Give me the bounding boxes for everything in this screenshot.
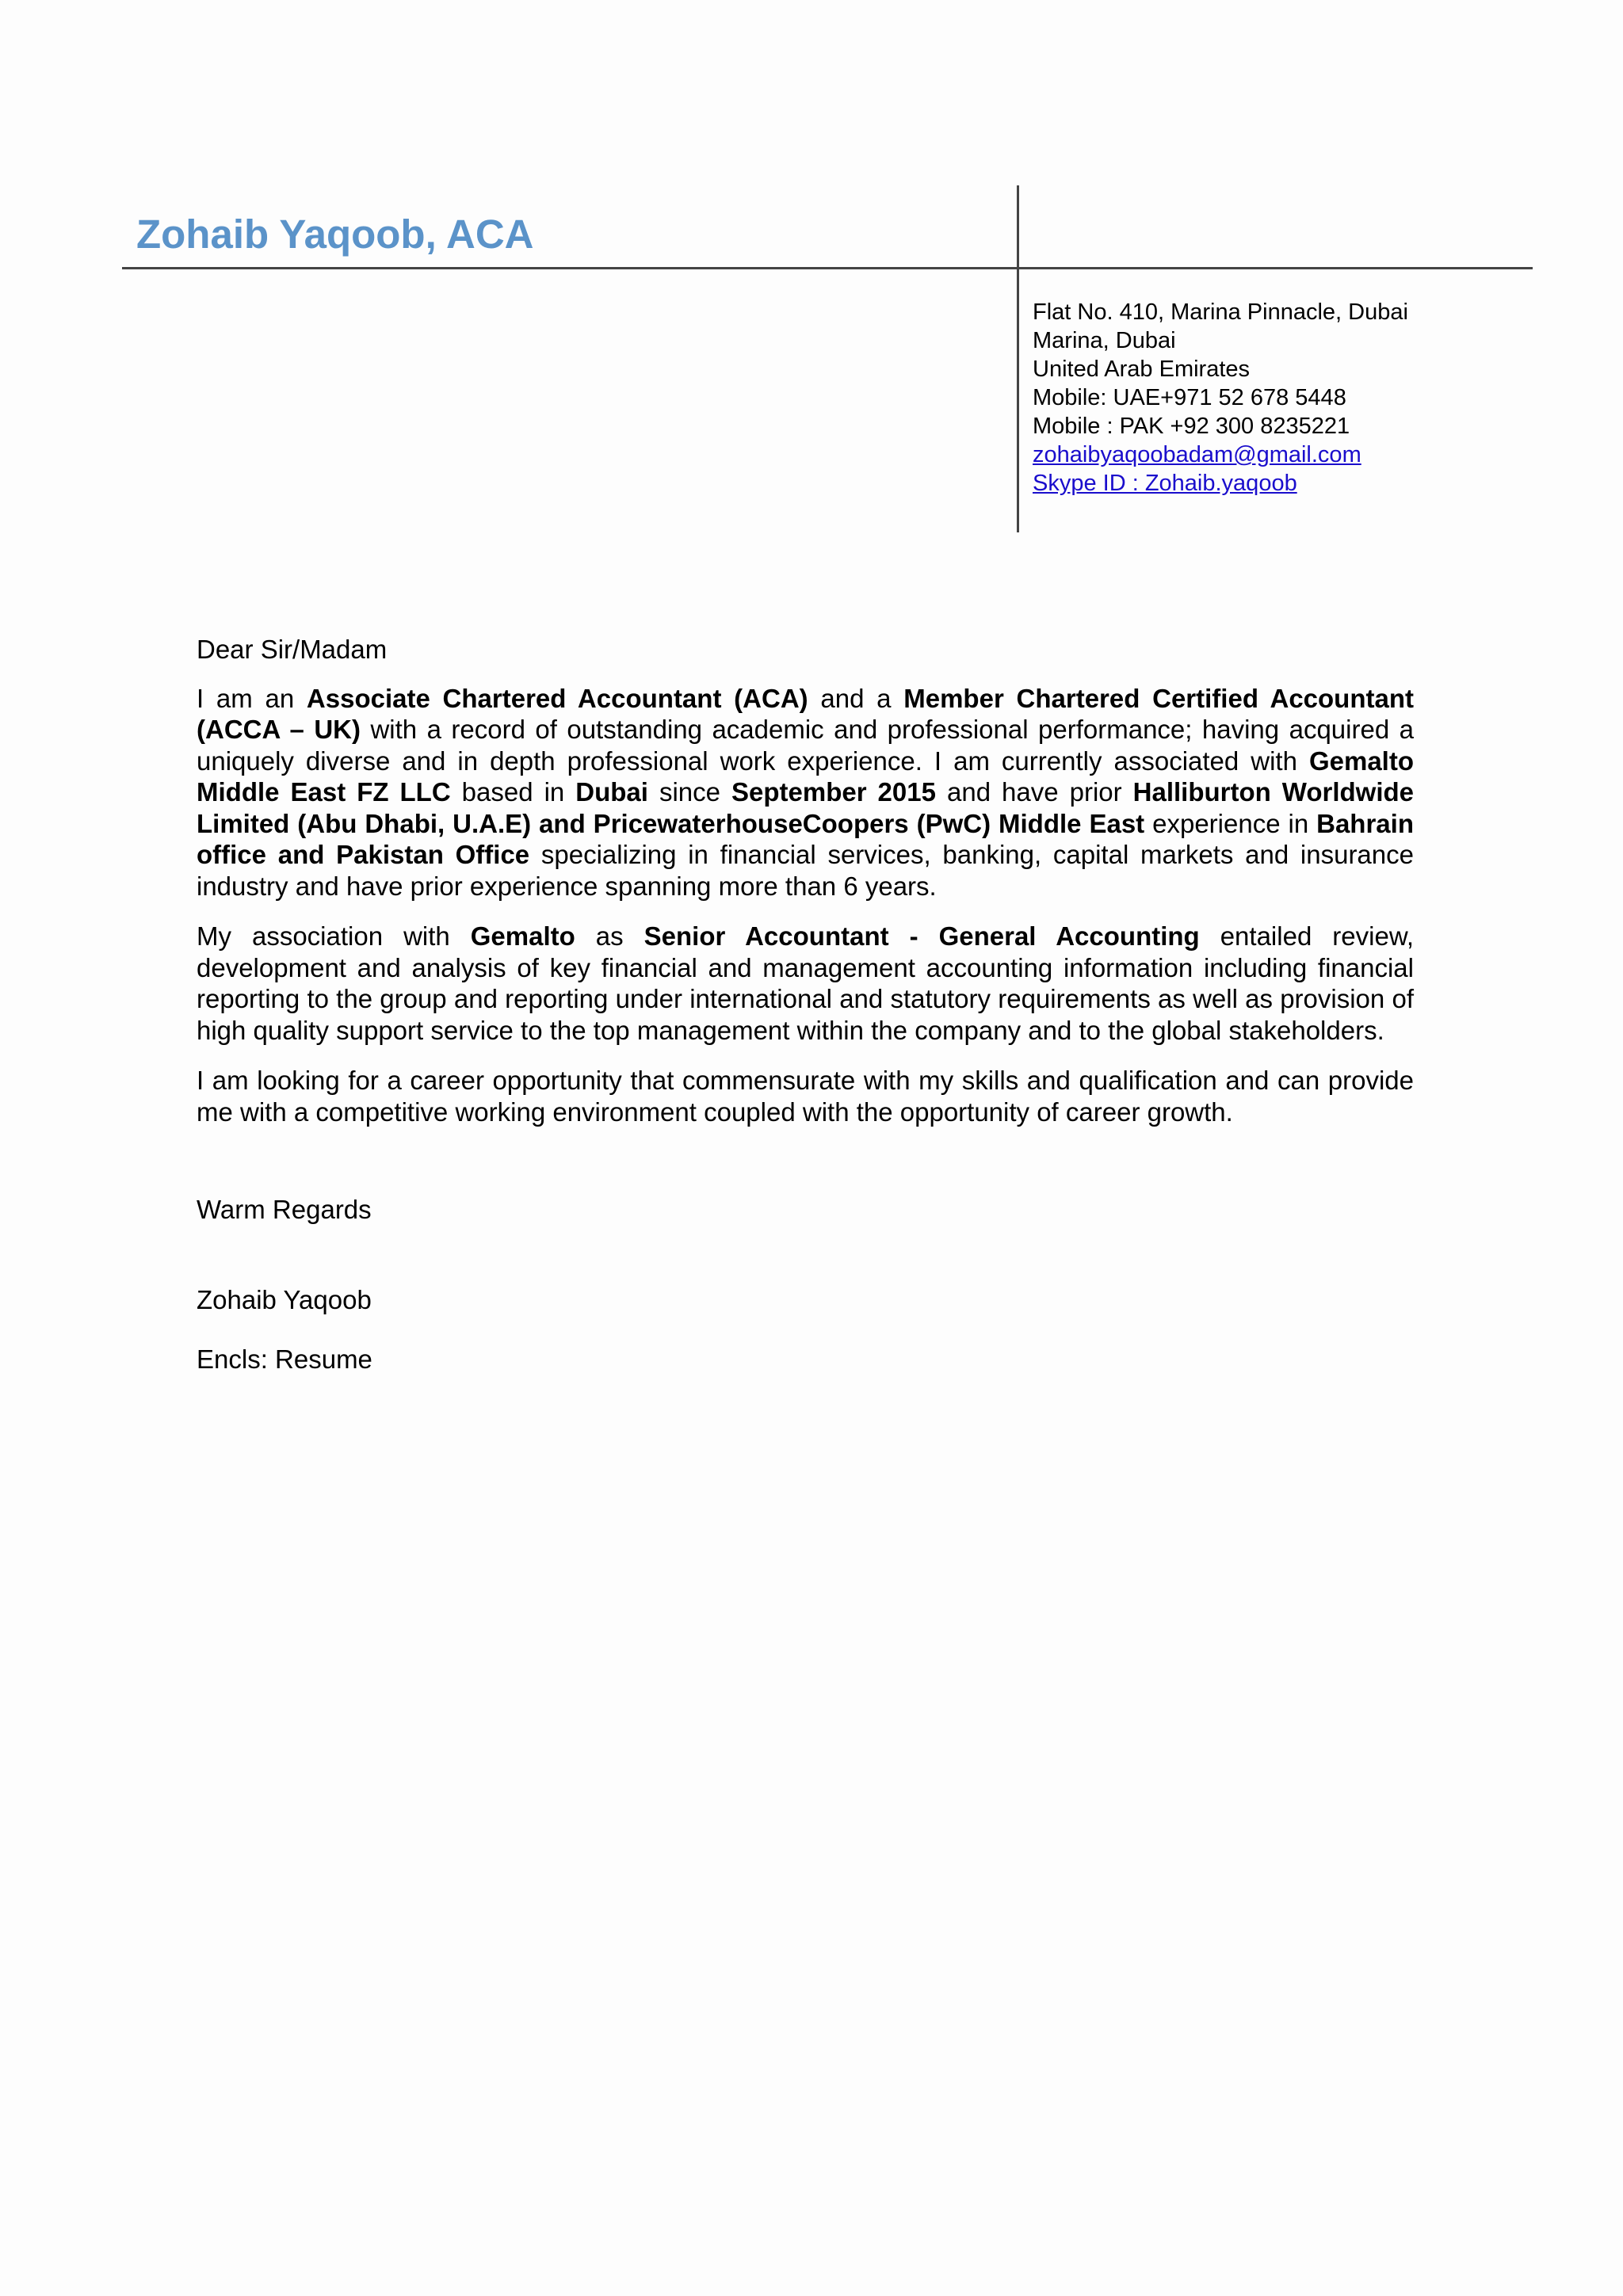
address-country: United Arab Emirates [1033,357,1251,382]
text-run: I am an [197,683,307,713]
text-run: experience in [1144,808,1317,838]
bold-text-run: Gemalto [470,921,575,951]
skype-link[interactable]: Skype ID : Zohaib.yaqoob [1033,471,1297,496]
address-line-2: Marina, Dubai [1033,328,1176,353]
bold-text-run: Senior Accountant - General Accounting [643,921,1200,951]
text-run: and a [808,683,904,713]
bold-text-run: Dubai [575,777,648,807]
paragraph-gemalto-role [197,921,1414,1046]
signature-name: Zohaib Yaqoob [197,1284,372,1314]
bold-text-run: Member Chartered Certified Accountant (ACCA – UK) [197,683,1414,744]
text-run: with a record of outstanding academic and professional performance; having acquired a uniquely diverse and in depth professional work experience. I am currently associated with [197,715,1414,776]
text-run: entailed review, development and analysis of key financial and management accounting information including financial reporting to the group and reporting under international and statutory requirements as well as provision of high quality support service to the top management within the company and to the global stakeholders. [197,921,1415,1045]
address-line-1: Flat No. 410, Marina Pinnacle, Dubai [1033,299,1408,325]
greeting: Dear Sir/Madam [197,635,388,664]
contact-block [1033,298,1408,498]
mobile-uae: Mobile: UAE+971 52 678 5448 [1033,385,1346,410]
email-link[interactable]: zohaibyaqoobadam@gmail.com [1033,442,1361,467]
applicant-name: Zohaib Yaqoob, ACA [136,212,534,257]
text-run: as [575,921,644,951]
closing: Warm Regards [197,1195,372,1224]
enclosure-note: Encls: Resume [197,1344,372,1374]
bold-text-run: September 2015 [731,777,936,807]
header-divider-horizontal [122,267,1533,269]
text-run: specializing in financial services, banking, capital markets and insurance industry and have prior experience spanning more than 6 years. [197,840,1414,901]
text-run: My association with [197,921,471,951]
bold-text-run: Bahrain office and Pakistan Office [197,808,1414,869]
letter-body [197,634,1414,1375]
bold-text-run: Associate Chartered Accountant (ACA) [306,683,808,713]
text-run: based in [450,777,576,807]
text-run: and have prior [935,777,1133,807]
paragraph-career-goal: I am looking for a career opportunity that commensurate with my skills and qualification and can provide me with a competitive working environment coupled with the opportunity of career growth. [197,1066,1414,1127]
bold-text-run: Gemalto Middle East FZ LLC [197,746,1414,807]
mobile-pak: Mobile : PAK +92 300 8235221 [1033,414,1350,439]
paragraph-qualifications [197,683,1414,902]
bold-text-run: Halliburton Worldwide Limited (Abu Dhabi, U.A.E) and PricewaterhouseCoopers (PwC) Middle East [197,777,1415,838]
text-run: since [647,777,731,807]
header-divider-vertical [1017,185,1019,532]
